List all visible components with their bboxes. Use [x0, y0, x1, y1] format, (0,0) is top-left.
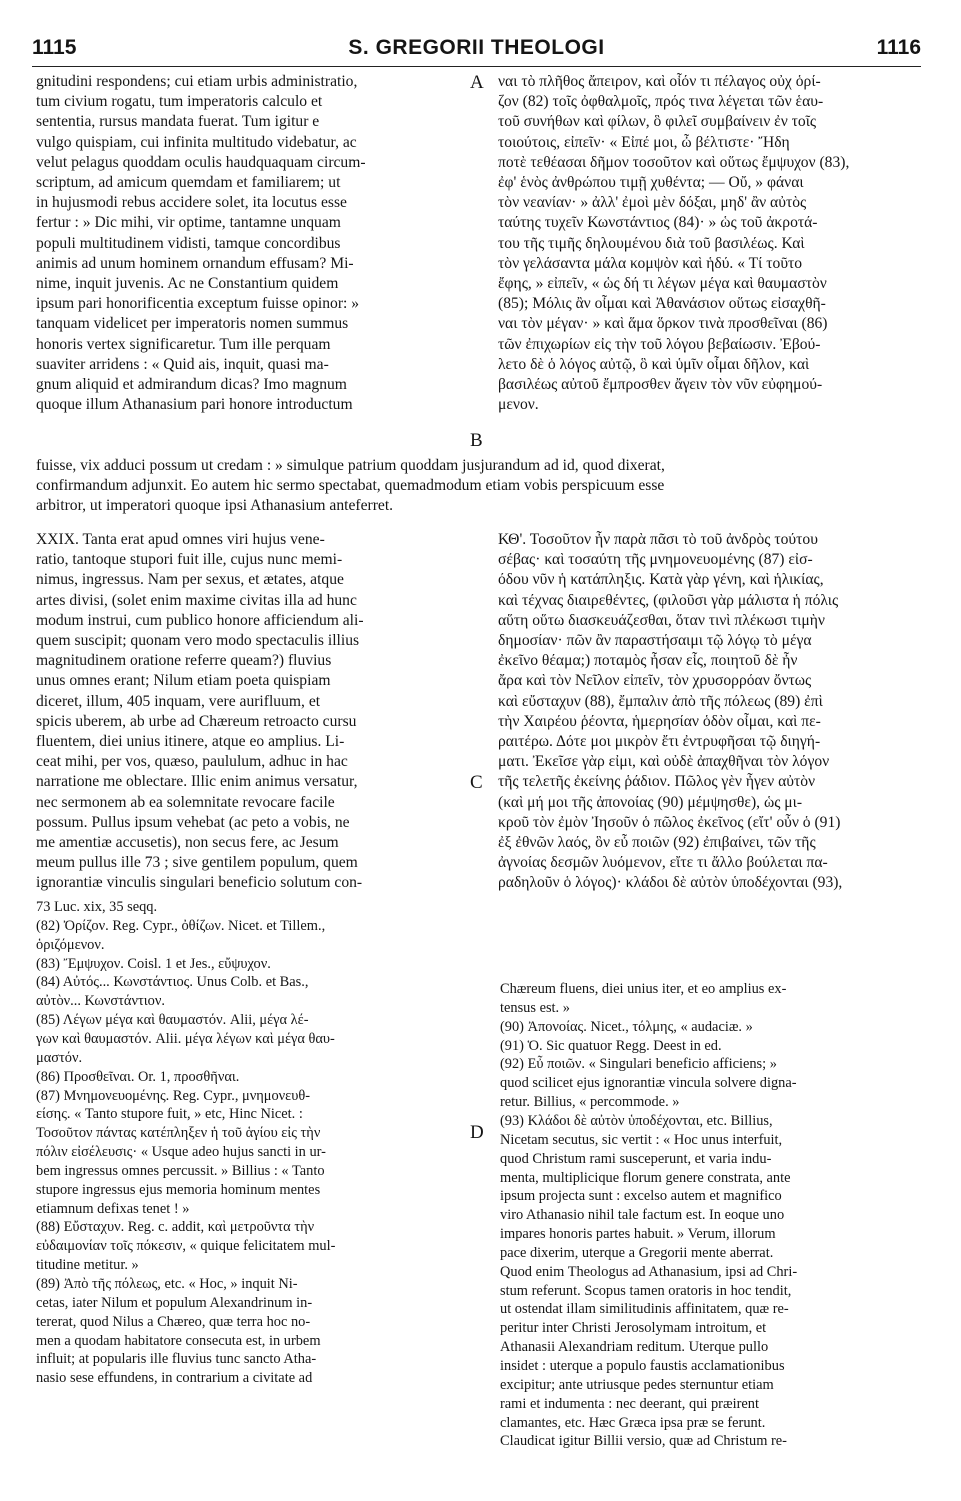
- greek-text-line: τοῦ συνήθων καὶ φίλων, ὃ φιλεῖ συμβαίνειν ἐν τοῖς: [498, 113, 817, 131]
- latin-text-line: ipsum pari honorificentia exceptum fuisse opinor: »: [36, 295, 360, 313]
- greek-text-line: ποτὲ τεθέασαι δῆμον τοσοῦτον καὶ οὕτως ἔμψυχον (83),: [498, 153, 850, 171]
- footnote-line: (84) Αὐτός... Κωνστάντιος. Unus Colb. et Bas.,: [36, 974, 309, 991]
- latin-text-line: animis ad unum hominem ornandum effusam? Mi-: [36, 254, 354, 272]
- latin-text-line: diceret, illum, 405 inquam, vere aurifluum, et: [36, 692, 321, 710]
- right-page-number: 1116: [876, 36, 921, 59]
- greek-text-line: τὸν νεανίαν· » ἀλλ' ἐμοὶ μὲν δόξαι, μηδ' ἂν αὐτὸς: [498, 194, 807, 212]
- footnote-line: (86) Προσθεῖναι. Or. 1, προσθῆναι.: [36, 1068, 240, 1085]
- greek-text-line: ΚΘ'. Τοσοῦτον ἦν παρὰ πᾶσι τὸ τοῦ ἀνδρὸς τούτου: [498, 531, 818, 548]
- greek-text-line: ἀγνοίας δεσμῶν λυόμενον, εἴτε τι ἄλλο βούλεται πα-: [498, 854, 828, 872]
- footnote-line: πόλιν εἰσέλευσις· « Usque adeo hujus sancti in ur-: [36, 1144, 326, 1161]
- latin-text-line: in hujusmodi rebus accidere solet, ita locutus esse: [36, 194, 347, 212]
- greek-text-line: ματι. Ἐκεῖσε γὰρ εἰμι, καὶ οὐδὲ ἀπαχθῆναι τὸν λόγον: [498, 753, 830, 771]
- footnote-line: stum referunt. Scopus tamen oratoris in hoc tendit,: [500, 1282, 792, 1299]
- full-width-text-line: confirmandum adjunxit. Eo autem hic sermo spectabat, quemadmodum etiam vobis perspicuum esse: [36, 477, 665, 495]
- latin-text-line: unus omnes erant; Nilum etiam poeta quispiam: [36, 672, 331, 690]
- footnote-line: bem ingressus omnes percussit. » Billius : « Tanto: [36, 1162, 325, 1179]
- greek-text-line: ἐκεῖνο θέαμα;) ποταμὸς ἦσαν εἷς, ποιητοῦ δὲ ἦν: [498, 652, 798, 670]
- greek-text-line: βασιλέως αὐτοῦ ἔμπροσθεν ἄγειν τὸν νῦν εὐφημού-: [498, 376, 823, 393]
- latin-text-line: spicis uberem, ab urbe ad Chæreum retroacto cursu: [36, 712, 357, 730]
- greek-text-line: τῶν ἐπιχωρίων εἰς τὴν τοῦ λόγου βεβαίωσιν. Ἐβού-: [498, 335, 821, 353]
- footnote-line: αὐτὸν... Κωνστάντιον.: [36, 993, 165, 1010]
- footnote-line: retur. Billius, « percommode. »: [500, 1094, 680, 1111]
- greek-text-line: τὸν γελάσαντα μάλα κομψὸν καὶ ἡδύ. « Τί τοῦτο: [498, 254, 803, 272]
- footnote-line: titudine metitur. »: [36, 1257, 139, 1274]
- full-width-text-line: arbitror, ut imperatori quoque ipsi Athanasium anteferret.: [36, 497, 394, 515]
- full-width-text-line: fuisse, vix adduci possum ut credam : » simulque patrium quoddam jusjurandum ad id, quod dixerat,: [36, 457, 665, 474]
- greek-text-line: τὴν Χαιρέου ῥέοντα, ἡμερησίαν ὁδὸν οἶμαι, καὶ πε-: [498, 712, 821, 730]
- latin-text-line: artes divisi, (solet enim maxime civitas illa ad hunc: [36, 591, 357, 609]
- latin-text-line: ratio, tantoque stupori fuit ille, cujus nunc memi-: [36, 551, 343, 569]
- footnote-line: clamantes, etc. Hæc Græca ipsa præ se ferunt.: [500, 1414, 766, 1431]
- footnote-line: (92) Εὖ ποιῶν. « Singulari beneficio afficiens; »: [500, 1056, 777, 1073]
- greek-text-line: σέβας· καὶ τοσαύτη τῆς μνημονευομένης (87) εἰσ-: [498, 551, 813, 569]
- greek-text-line: τῆς τελετῆς ἐκείνης ῥάδιον. Πῶλος γὲν ἦγεν αὐτὸν: [498, 773, 816, 791]
- greek-text-line: ταύτης τυχεῖν Κωνστάντιος (84)· » ὡς τοῦ ἀκροτά-: [498, 214, 818, 232]
- greek-text-line: ναι τὸ πλῆθος ἄπειρον, καὶ οἷόν τι πέλαγος οὐχ ὁρί-: [498, 73, 821, 90]
- margin-section-letter: B: [470, 430, 483, 451]
- latin-text-line: suaviter arridens : « Quid ais, inquit, quasi ma-: [36, 355, 329, 373]
- footnote-line: peritur inter Christi Jerosolymam introitum, et: [500, 1320, 767, 1337]
- latin-text-line: fluentem, diei unius itinere, atque eo amplius. Li-: [36, 733, 345, 750]
- footnote-line: Athanasii Alexandriam reditum. Uterque pullo: [500, 1339, 769, 1356]
- latin-text-line: nime, inquit juvenis. Ac ne Constantium quidem: [36, 275, 339, 292]
- greek-text-line: τοιούτοις, εἰπεῖν· « Εἰπέ μοι, ὦ βέλτιστε· Ἤδη: [498, 133, 790, 151]
- footnote-line: stupore ingressus ejus memoria hominum mentes: [36, 1181, 321, 1198]
- footnote-line: insidet : uterque a populo faustis acclamationibus: [500, 1358, 785, 1374]
- footnote-line: nasio sese effundens, in contrarium a civitate ad: [36, 1370, 313, 1387]
- footnote-line: men a quodam habitatore consecuta est, in urbem: [36, 1332, 321, 1349]
- latin-text-line: possum. Pullus ipsum vehebat (ac peto a vobis, ne: [36, 813, 350, 831]
- footnote-line: (93) Κλάδοι δὲ αὐτὸν ὑποδέχονται, etc. Billius,: [500, 1112, 773, 1129]
- latin-text-line: tum civium rogatu, tum imperatoris calculo et: [36, 93, 323, 111]
- greek-text-line: κροῦ τὸν ἐμὸν Ἰησοῦν ὁ πῶλος ἐκεῖνος (εἴτ' οὖν ὁ (91): [498, 813, 841, 831]
- footnote-line: μαστόν.: [36, 1049, 83, 1066]
- footnote-line: ut ostendat illam similitudinis affinitatem, quæ re-: [500, 1301, 789, 1318]
- footnote-line: Quod enim Theologus ad Athanasium, ipsi ad Chri-: [500, 1263, 798, 1280]
- greek-text-line: (καὶ μή μοι τῆς ἀπονοίας (90) μέμψησθε), ὡς μι-: [498, 793, 803, 811]
- page-header: [32, 36, 921, 67]
- footnote-line: influit; at popularis ille fluvius tunc sancto Atha-: [36, 1351, 317, 1368]
- latin-text-line: sententia, rursus mandata fuerat. Tum igitur e: [36, 113, 320, 131]
- footnote-line: γων καὶ θαυμαστόν. Alii. μέγα λέγων καὶ μέγα θαυ-: [36, 1030, 335, 1047]
- greek-text-line: δημοσίαν· πῶν ἂν παραστήσαιμι τῷ λόγῳ τὸ μέγα: [498, 632, 812, 649]
- footnote-line: rami et indumenta : nec deerant, qui præirent: [500, 1395, 759, 1412]
- greek-text-line: ραιτέρω. Δότε μοι μικρὸν ἔτι ἐντρυφῆσαι τῷ διηγή-: [498, 733, 821, 750]
- latin-text-line: magnitudinem oratione referre queam?) fluvius: [36, 652, 332, 670]
- greek-text-line: ραδηλοῦν ὁ λόγος)· κλάδοι δὲ αὐτὸν ὑποδέχονται (93),: [498, 874, 843, 892]
- greek-text-line: μενον.: [498, 396, 539, 414]
- footnote-line: (90) Ἀπονοίας. Nicet., τόλμης, « audaciæ. »: [500, 1018, 753, 1035]
- latin-text-line: gnum aliquid et admirandum dicas? Imo magnum: [36, 376, 347, 393]
- greek-text-line: ναι τὸν μέγαν· » καὶ ἅμα ὅρκον τινὰ προσθεῖναι (86): [498, 315, 828, 333]
- footnote-line: quod scilicet ejus ignorantiæ vincula solvere digna-: [500, 1075, 797, 1092]
- running-title: S. GREGORII THEOLOGI: [348, 36, 605, 59]
- latin-text-line: honoris vertex significaretur. Tum ille perquam: [36, 335, 331, 353]
- footnote-line: (87) Μνημονευομένης. Reg. Cypr., μνημονευθ-: [36, 1087, 311, 1104]
- footnote-line: είσης. « Tanto stupore fuit, » etc, Hinc Nicet. :: [36, 1106, 303, 1123]
- latin-text-line: scriptum, ad amicum quemdam et familiarem; ut: [36, 174, 341, 191]
- greek-text-line: ἐφ' ἑνὸς ἀνθρώπου τιμῇ χυθέντα; — Οὔ, » φάναι: [498, 174, 804, 191]
- footnote-line: Τοσοῦτον πάντας κατέπληξεν ἡ τοῦ ἁγίου εἰς τὴν: [36, 1125, 321, 1142]
- margin-section-letter: A: [470, 72, 484, 93]
- latin-text-line: vulgo quispiam, cui infinita multitudo videbatur, ac: [36, 133, 357, 151]
- greek-text-line: καὶ εὔσταχυν (88), ἔμπαλιν ἀπὸ τῆς πόλεως (89) ἐπὶ: [498, 692, 823, 710]
- latin-text-line: gnitudini respondens; cui etiam urbis administratio,: [36, 73, 358, 90]
- latin-text-line: populi multitudinem vidisti, tamque concordibus: [36, 234, 341, 252]
- footnote-line: (83) Ἔμψυχον. Coisl. 1 et Jes., εὔψυχον.: [36, 955, 271, 972]
- greek-text-line: ζον (82) τοῖς ὀφθαλμοῖς, πρός τινα λέγεται τῶν ἑαυ-: [498, 93, 824, 111]
- latin-text-line: narratione me oblectare. Illic enim animus versatur,: [36, 773, 358, 791]
- greek-text-line: (85); Μόλις ἂν οἶμαι καὶ Ἀθανάσιον οὕτως εἰσαχθῆ-: [498, 295, 826, 313]
- footnote-line: quod Christum rami susceperunt, et varia indu-: [500, 1150, 772, 1167]
- latin-text-line: fertur : » Dic mihi, vir optime, tantamne unquam: [36, 214, 341, 232]
- greek-text-line: του τῆς τιμῆς δηλουμένου διὰ τοῦ βασιλέως. Καὶ: [498, 234, 805, 252]
- latin-text-line: nec sermonem ab ea solemnitate revocare facile: [36, 793, 335, 811]
- footnote-line: (89) Ἀπὸ τῆς πόλεως, etc. « Hoc, » inquit Ni-: [36, 1276, 298, 1292]
- footnote-line: 73 Luc. xix, 35 seqq.: [36, 899, 158, 915]
- latin-text-line: quoque illum Athanasium pari honore introductum: [36, 396, 353, 414]
- greek-text-line: λετο δὲ ὁ λόγος αὐτῷ, ὃ καὶ ὑμῖν οἶμαι δῆλον, καὶ: [498, 355, 810, 373]
- greek-text-line: αὕτη οὕτω διασκευάζεσθαι, ὅταν τινὶ πλέκωσι τιμὴν: [498, 611, 825, 629]
- footnote-line: Chæreum fluens, diei unius iter, et eo amplius ex-: [500, 981, 787, 997]
- footnote-line: cetas, iater Nilum et populum Alexandrinum in-: [36, 1294, 313, 1311]
- footnote-line: (88) Εὔσταχυν. Reg. c. addit, καὶ μετροῦντα τὴν: [36, 1219, 315, 1236]
- latin-text-line: meum pullus ille 73 ; sive gentilem populum, quem: [36, 854, 358, 872]
- latin-text-line: velut pelagus quoddam oculis haudquaquam circum-: [36, 153, 366, 171]
- footnote-line: (91) Ὁ. Sic quatuor Regg. Deest in ed.: [500, 1037, 722, 1054]
- greek-text-line: καὶ τέχνας διαιρεθέντες, (φιλοῦσι γὰρ μάλιστα ἡ πόλις: [498, 591, 839, 609]
- latin-text-line: modum instrui, cum publico honore afficiendum ali-: [36, 611, 364, 629]
- footnote-line: etiamnum defixas tenet ! »: [36, 1200, 190, 1217]
- latin-text-line: ceat mihi, per vos, quæso, paululum, adhuc in hac: [36, 753, 348, 771]
- greek-text-line: ἔφης, » εἰπεῖν, « ὡς δή τι λέγων μέγα καὶ θαυμαστὸν: [498, 275, 827, 292]
- footnote-line: (82) Ὀρίζον. Reg. Cypr., ὀθίζων. Nicet. et Tillem.,: [36, 917, 326, 934]
- footnote-line: (85) Λέγων μέγα καὶ θαυμαστόν. Alii, μέγα λέ-: [36, 1012, 309, 1029]
- margin-section-letter: D: [470, 1122, 484, 1143]
- latin-text-line: ignorantiæ vinculis singulari beneficio solutum con-: [36, 874, 363, 892]
- left-page-number: 1115: [32, 36, 77, 59]
- greek-text-line: ἐξ ἐθνῶν λαός, ὃν εὖ ποιῶν (92) ἐπιβαίνει, τῶν τῆς: [498, 834, 816, 851]
- latin-text-line: quem suscipit; quonam vero modo spectaculis illius: [36, 632, 360, 649]
- footnote-line: Claudicat igitur Billii versio, quæ ad Christum re-: [500, 1433, 787, 1450]
- footnote-line: tensus est. »: [500, 999, 570, 1016]
- footnote-line: impares honoris partes habuit. » Verum, illorum: [500, 1226, 776, 1243]
- footnote-line: ipsum projecta sunt : excelso autem et magnifico: [500, 1188, 782, 1205]
- footnote-line: εὐδαιμονίαν τοῖς πόκεσιν, « quique felicitatem mul-: [36, 1238, 336, 1255]
- latin-text-line: tanquam videlicet per imperatoris nomen summus: [36, 315, 349, 333]
- footnote-line: ὁριζόμενον.: [36, 936, 105, 953]
- greek-text-line: όδου νῦν ἡ κατάπληξις. Κατὰ γὰρ γένη, καὶ ἡλικίας,: [498, 571, 824, 589]
- latin-text-line: XXIX. Tanta erat apud omnes viri hujus vene-: [36, 531, 325, 548]
- footnote-line: pace dixerim, uterque a Gregorii mente aberrat.: [500, 1244, 774, 1261]
- footnote-line: viro Athanasio nihil tale factum est. In eoque uno: [500, 1207, 785, 1224]
- footnote-line: excipitur; ante utriusque pedes sternuntur etiam: [500, 1376, 774, 1393]
- footnote-line: Nicetam secutus, sic vertit : « Hoc unus interfuit,: [500, 1131, 783, 1148]
- latin-text-line: me amentiæ accusetis), non secus fere, ac Jesum: [36, 834, 339, 851]
- margin-section-letter: C: [470, 772, 483, 793]
- greek-text-line: ἄρα καὶ τὸν Νεῖλον εἰπεῖν, τὸν χρυσορρόαν ὄντως: [498, 672, 812, 690]
- latin-text-line: nimus, ingressus. Nam per sexus, et ætates, atque: [36, 571, 344, 589]
- footnote-line: tererat, quod Nilus a Chæreo, quæ terra hoc no-: [36, 1313, 311, 1330]
- footnote-line: menta, multiplicique florum genere constrata, ante: [500, 1169, 791, 1186]
